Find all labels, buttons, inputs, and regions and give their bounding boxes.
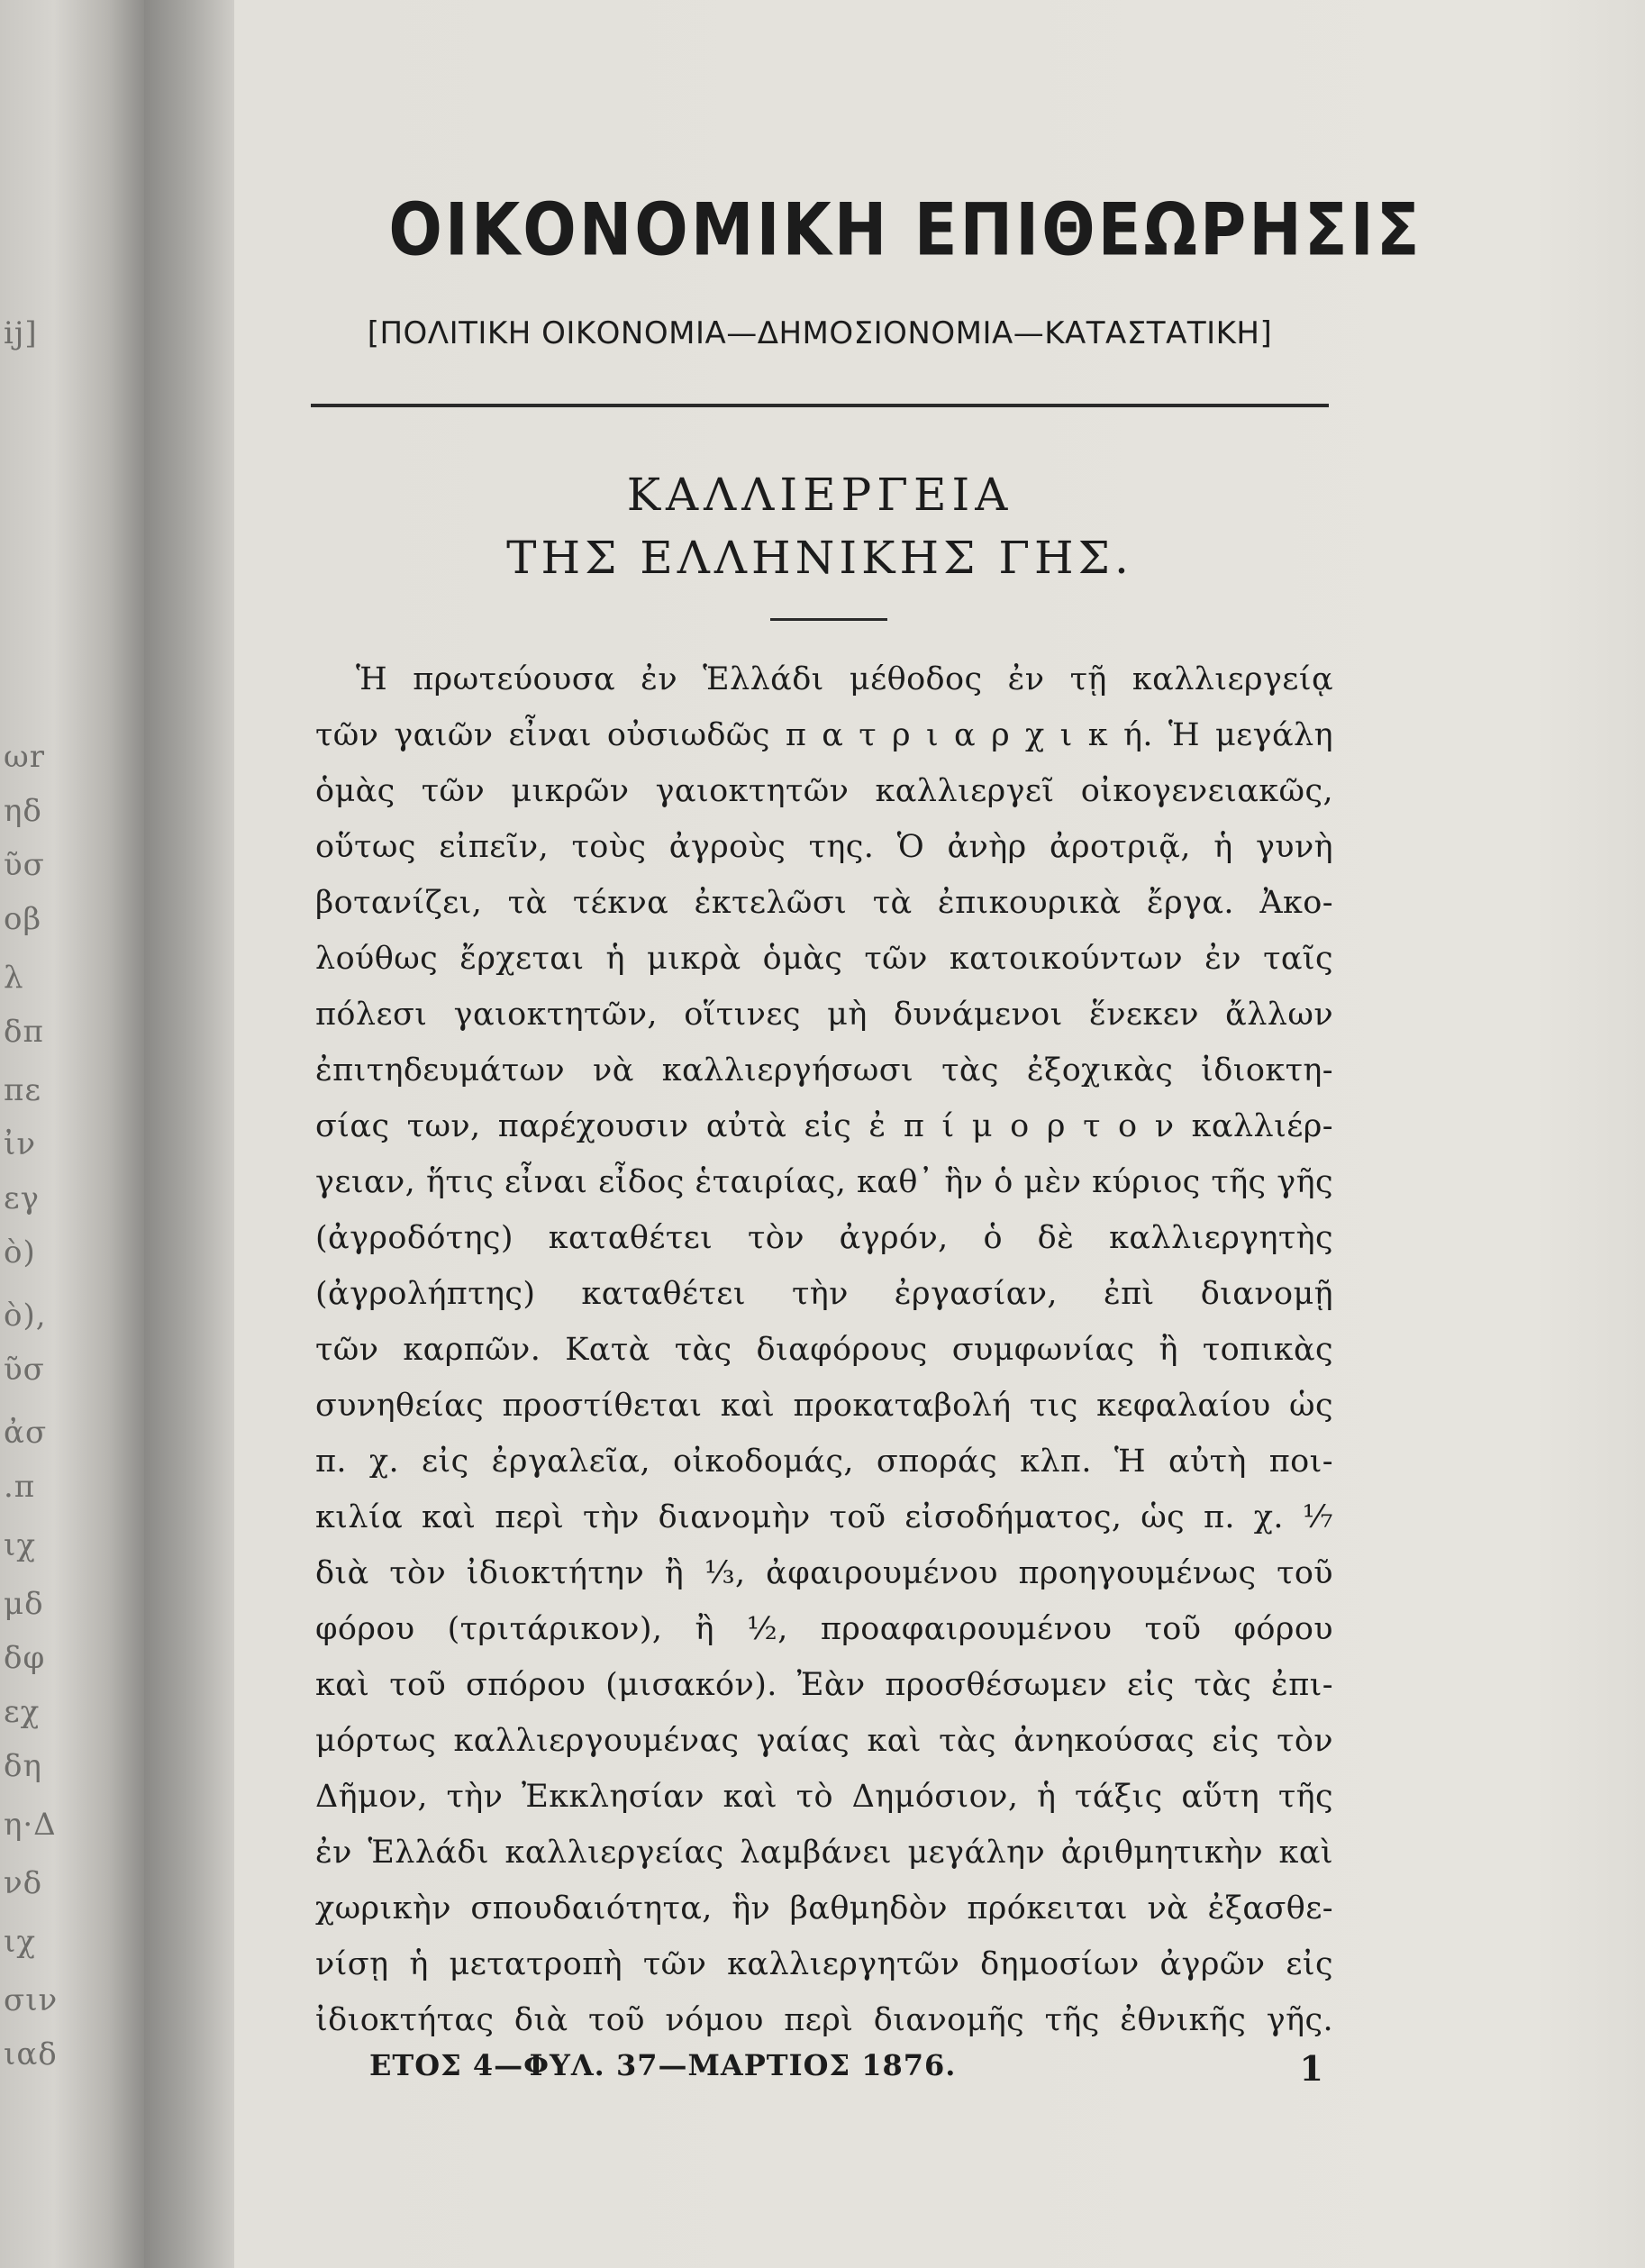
text-line: π. χ. εἰς ἐργαλεῖα, οἰκοδομάς, σποράς κλπ. Ἡ αὐτὴ ποι- xyxy=(315,1444,1333,1480)
text-line: ἰδιοκτήτας διὰ τοῦ νόμου περὶ διανομῆς τῆς ἐθνικῆς γῆς. xyxy=(315,2002,1333,2038)
previous-page-fragment: δπ xyxy=(4,1014,44,1050)
previous-page-fragment: εχ xyxy=(4,1694,41,1730)
article-body xyxy=(315,651,1333,2048)
text-line: γειαν, ἥτις εἶναι εἶδος ἑταιρίας, καθ᾽ ἣν ὁ μὲν κύριος τῆς γῆς xyxy=(315,1164,1333,1200)
article-title-line1: ΚΑΛΛΙΕΡΓΕΙΑ xyxy=(626,469,1013,521)
text-line: φόρου (τριτάρικον), ἢ ½, προαφαιρουμένου τοῦ φόρου xyxy=(315,1611,1333,1647)
previous-page-fragment: εγ xyxy=(4,1180,40,1216)
previous-page-edge xyxy=(0,0,144,2268)
book-gutter xyxy=(144,0,234,2268)
article-title-line2: ΤΗΣ ΕΛΛΗΝΙΚΗΣ ΓΗΣ. xyxy=(506,532,1133,584)
text-line: Ἡ πρωτεύουσα ἐν Ἑλλάδι μέθοδος ἐν τῇ καλλιεργείᾳ xyxy=(356,661,1333,697)
text-line: Δῆμον, τὴν Ἐκκλησίαν καὶ τὸ Δημόσιον, ἡ τάξις αὕτη τῆς xyxy=(315,1779,1333,1815)
text-line: πόλεσι γαιοκτητῶν, οἵτινες μὴ δυνάμενοι ἕνεκεν ἄλλων xyxy=(315,997,1333,1033)
previous-page-fragment: λ xyxy=(4,960,24,996)
previous-page-fragment: ιχ xyxy=(4,1527,36,1563)
title-divider xyxy=(770,618,887,621)
previous-page-fragment: ῦσ xyxy=(4,1352,45,1388)
text-line: ἐπιτηδευμάτων νὰ καλλιεργήσωσι τὰς ἐξοχικὰς ἰδιοκτη- xyxy=(315,1052,1333,1088)
previous-page-fragment: ῦσ xyxy=(4,847,45,883)
journal-subtitle: [ΠΟΛΙΤΙΚΗ ΟΙΚΟΝΟΜΙΑ—ΔΗΜΟΣΙΟΝΟΜΙΑ—ΚΑΤΑΣΤΑΤΙΚΗ] xyxy=(367,315,1273,351)
previous-page-fragment: πε xyxy=(4,1072,41,1108)
text-line: χωρικὴν σπουδαιότητα, ἣν βαθμηδὸν πρόκειται νὰ ἐξασθε- xyxy=(315,1890,1333,1926)
text-line: τῶν γαιῶν εἶναι οὐσιωδῶς π α τ ρ ι α ρ χ ι κ ή. Ἡ μεγάλη xyxy=(315,717,1333,753)
previous-page-fragment: δφ xyxy=(4,1640,46,1676)
previous-page-fragment: ὸ), xyxy=(4,1298,47,1334)
text-line: (ἀγροδότης) καταθέτει τὸν ἀγρόν, ὁ δὲ καλλιεργητὴς xyxy=(315,1220,1333,1256)
previous-page-fragment: ηδ xyxy=(4,793,42,829)
previous-page-fragment: οβ xyxy=(4,901,42,937)
text-line: νίσῃ ἡ μετατροπὴ τῶν καλλιεργητῶν δημοσίων ἀγρῶν εἰς xyxy=(315,1946,1333,1982)
text-line: βοτανίζει, τὰ τέκνα ἐκτελῶσι τὰ ἐπικουρικὰ ἔργα. Ἀκο- xyxy=(315,885,1333,921)
previous-page-fragment: ἰν xyxy=(4,1126,36,1162)
previous-page-fragment: ιχ xyxy=(4,1924,36,1960)
text-line: συνηθείας προστίθεται καὶ προκαταβολή τις κεφαλαίου ὡς xyxy=(315,1388,1333,1424)
issue-line: ΕΤΟΣ 4—ΦΥΛ. 37—ΜΑΡΤΙΟΣ 1876. xyxy=(369,2048,957,2082)
journal-title: ΟΙΚΟΝΟΜΙΚΗ ΕΠΙΘΕΩΡΗΣΙΣ xyxy=(388,187,1422,273)
text-line: λούθως ἔρχεται ἡ μικρὰ ὁμὰς τῶν κατοικούντων ἐν ταῖς xyxy=(315,941,1333,977)
text-line: ὁμὰς τῶν μικρῶν γαιοκτητῶν καλλιεργεῖ οἰκογενειακῶς, xyxy=(315,773,1333,809)
previous-page-fragment: μδ xyxy=(4,1586,44,1622)
header-rule xyxy=(311,404,1329,407)
previous-page-fragment: ἀσ xyxy=(4,1415,48,1451)
text-line: τῶν καρπῶν. Κατὰ τὰς διαφόρους συμφωνίας ἢ τοπικὰς xyxy=(315,1332,1333,1368)
text-line: διὰ τὸν ἰδιοκτήτην ἢ ⅓, ἀφαιρουμένου προηγουμένως τοῦ xyxy=(315,1555,1333,1591)
text-line: οὕτως εἰπεῖν, τοὺς ἀγροὺς της. Ὁ ἀνὴρ ἀροτριᾷ, ἡ γυνὴ xyxy=(315,829,1333,865)
text-line: (ἀγρολήπτης) καταθέτει τὴν ἐργασίαν, ἐπὶ διανομῇ xyxy=(315,1276,1333,1312)
page-footer xyxy=(369,2048,1324,2093)
previous-page-fragment: .π xyxy=(4,1469,36,1505)
text-line: κιλία καὶ περὶ τὴν διανομὴν τοῦ εἰσοδήματος, ὡς π. χ. ⅐ xyxy=(315,1499,1333,1535)
page-number: 1 xyxy=(1299,2048,1324,2089)
text-line: ἐν Ἑλλάδι καλλιεργείας λαμβάνει μεγάλην ἀριθμητικὴν καὶ xyxy=(315,1835,1333,1871)
text-line: σίας των, παρέχουσιν αὐτὰ εἰς ἐ π ί μ ο ρ τ ο ν καλλιέρ- xyxy=(315,1108,1333,1144)
journal-page xyxy=(234,0,1645,2268)
previous-page-fragment: ὸ) xyxy=(4,1234,36,1271)
previous-page-fragment: σιν xyxy=(4,1982,59,2018)
text-line: καὶ τοῦ σπόρου (μισακόν). Ἐὰν προσθέσωμεν εἰς τὰς ἐπι- xyxy=(315,1667,1333,1703)
previous-page-fragment: ωr xyxy=(4,739,45,775)
previous-page-fragment: δη xyxy=(4,1748,42,1784)
previous-page-fragment: η·Δ xyxy=(4,1807,57,1843)
previous-page-fragment: νδ xyxy=(4,1865,43,1901)
previous-page-fragment: ij] xyxy=(4,315,38,351)
previous-page-fragment: ιαδ xyxy=(4,2036,58,2072)
text-line: μόρτως καλλιεργουμένας γαίας καὶ τὰς ἀνηκούσας εἰς τὸν xyxy=(315,1723,1333,1759)
